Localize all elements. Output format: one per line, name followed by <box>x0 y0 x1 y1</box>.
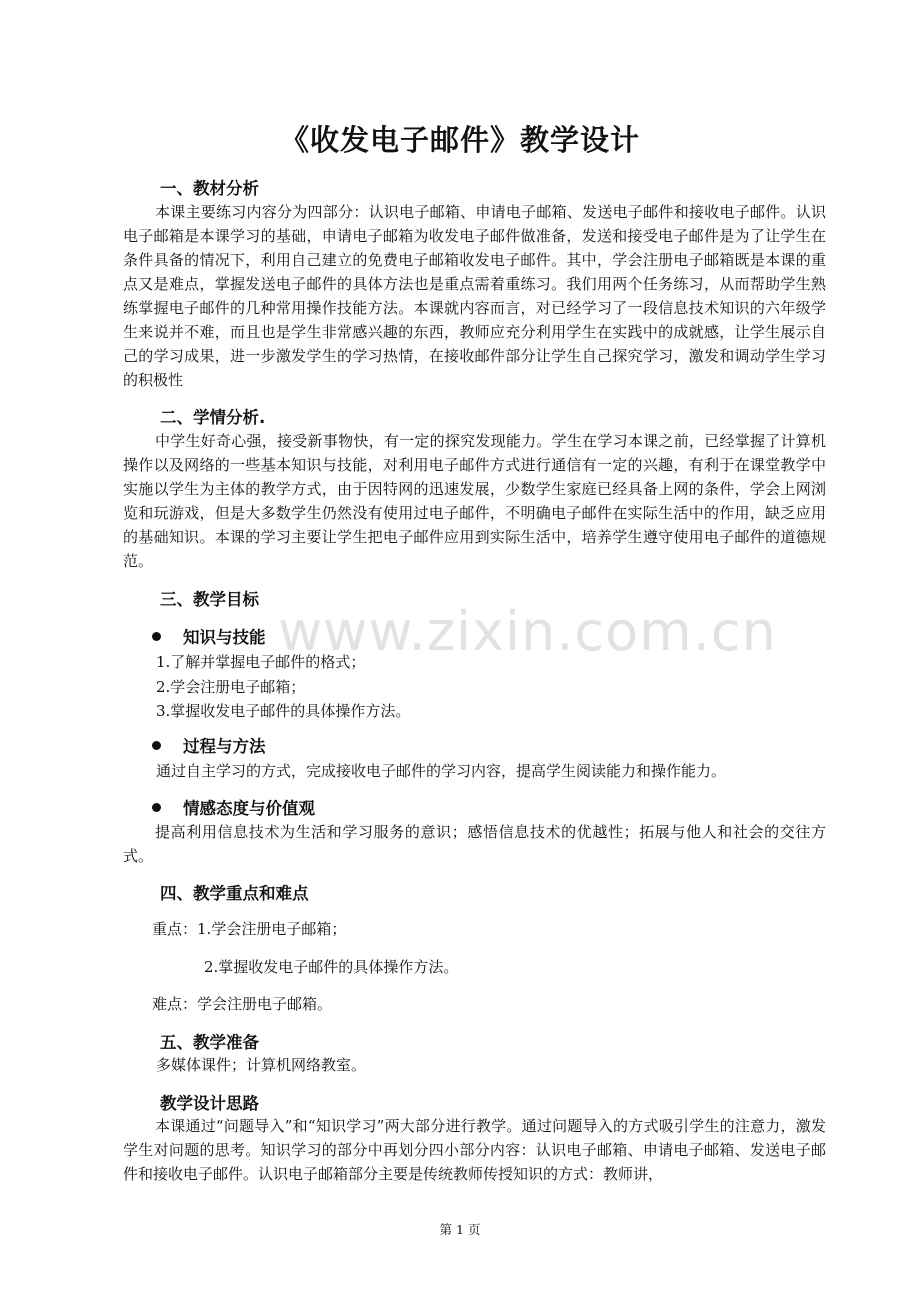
section-heading-teaching-goals: 三、教学目标 <box>160 590 259 609</box>
key-point-item: 1.学会注册电子邮箱； <box>197 920 347 938</box>
section-body-preparation: 多媒体课件；计算机网络教室。 <box>156 1056 367 1074</box>
goal-process-heading <box>152 733 266 757</box>
section-heading-preparation: 五、教学准备 <box>160 1033 259 1052</box>
page-title: 《收发电子邮件》教学设计 <box>279 123 640 157</box>
section-body-student-analysis: 中学生好奇心强，接受新事物快，有一定的探究发现能力。学生在学习本课之前，已经掌握了计算机操作以及网络的一些基本知识与技能，对利用电子邮件方式进行通信有一定的兴趣，有利于在课堂教学中实施以学生为主体的教学方式，由于因特网的迅速发展，少数学生家庭已经具备上网的条件，学会上网浏览和玩游戏，但是大多数学生仍然没有使用过电子邮件，不明确电子邮件在实际生活中的作用，缺乏应用的基础知识。本课的学习主要让学生把电子邮件应用到实际生活中，培养学生遵守使用电子邮件的道德规范。 <box>123 432 826 570</box>
goal-process-body: 通过自主学习的方式，完成接收电子邮件的学习内容，提高学生阅读能力和操作能力。 <box>156 762 727 780</box>
section-heading-student-analysis: 二、学情分析. <box>160 408 266 427</box>
page-number: 第 1 页 <box>439 1222 481 1237</box>
goal-knowledge-heading <box>152 624 266 648</box>
goal-knowledge-item: 3.掌握收发电子邮件的具体操作方法。 <box>156 702 411 720</box>
key-point-item: 2.掌握收发电子邮件的具体操作方法。 <box>204 958 459 976</box>
key-point-label: 重点： <box>152 920 198 938</box>
difficult-point-line: 难点：学会注册电子邮箱。 <box>152 995 333 1013</box>
watermark: www.zixin.com.cn <box>278 600 777 663</box>
bullet-icon <box>152 803 161 812</box>
goal-knowledge-item: 1.了解并掌握电子邮件的格式； <box>156 653 366 671</box>
section-body-design-idea: 本课通过“问题导入”和“知识学习”两大部分进行教学。通过问题导入的方式吸引学生的注意力，激发学生对问题的思考。知识学习的部分中再划分四小部分内容：认识电子邮箱、申请电子邮箱、发送电子邮件和接收电子邮件。认识电子邮箱部分主要是传统教师传授知识的方式：教师讲， <box>123 1117 826 1183</box>
goal-emotion-label: 情感态度与价值观 <box>183 799 315 818</box>
bullet-icon <box>152 741 161 750</box>
bullet-icon <box>152 632 161 641</box>
section-heading-textbook-analysis: 一、教材分析 <box>160 179 259 198</box>
section-heading-design-idea: 教学设计思路 <box>160 1094 259 1113</box>
key-point-line <box>152 918 346 939</box>
section-heading-key-points: 四、教学重点和难点 <box>160 884 309 903</box>
goal-process-label: 过程与方法 <box>183 737 266 756</box>
goal-emotion-body: 提高利用信息技术为生活和学习服务的意识；感悟信息技术的优越性；拓展与他人和社会的交往方式。 <box>123 823 826 865</box>
goal-knowledge-label: 知识与技能 <box>183 628 266 647</box>
goal-emotion-heading <box>152 795 315 819</box>
goal-knowledge-item: 2.学会注册电子邮箱； <box>156 678 306 696</box>
section-body-textbook-analysis: 本课主要练习内容分为四部分：认识电子邮箱、申请电子邮箱、发送电子邮件和接收电子邮件。认识电子邮箱是本课学习的基础，申请电子邮箱为收发电子邮件做准备，发送和接受电子邮件是为了让学生在条件具备的情况下，利用自己建立的免费电子邮箱收发电子邮件。其中，学会注册电子邮箱既是本课的重点又是难点，掌握发送电子邮件的具体方法也是重点需着重练习。我们用两个任务练习，从而帮助学生熟练掌握电子邮件的几种常用操作技能方法。本课就内容而言，对已经学习了一段信息技术知识的六年级学生来说并不难，而且也是学生非常感兴趣的东西，教师应充分利用学生在实践中的成就感，让学生展示自己的学习成果，进一步激发学生的学习热情，在接收邮件部分让学生自己探究学习，激发和调动学生学习的积极性 <box>123 203 826 389</box>
